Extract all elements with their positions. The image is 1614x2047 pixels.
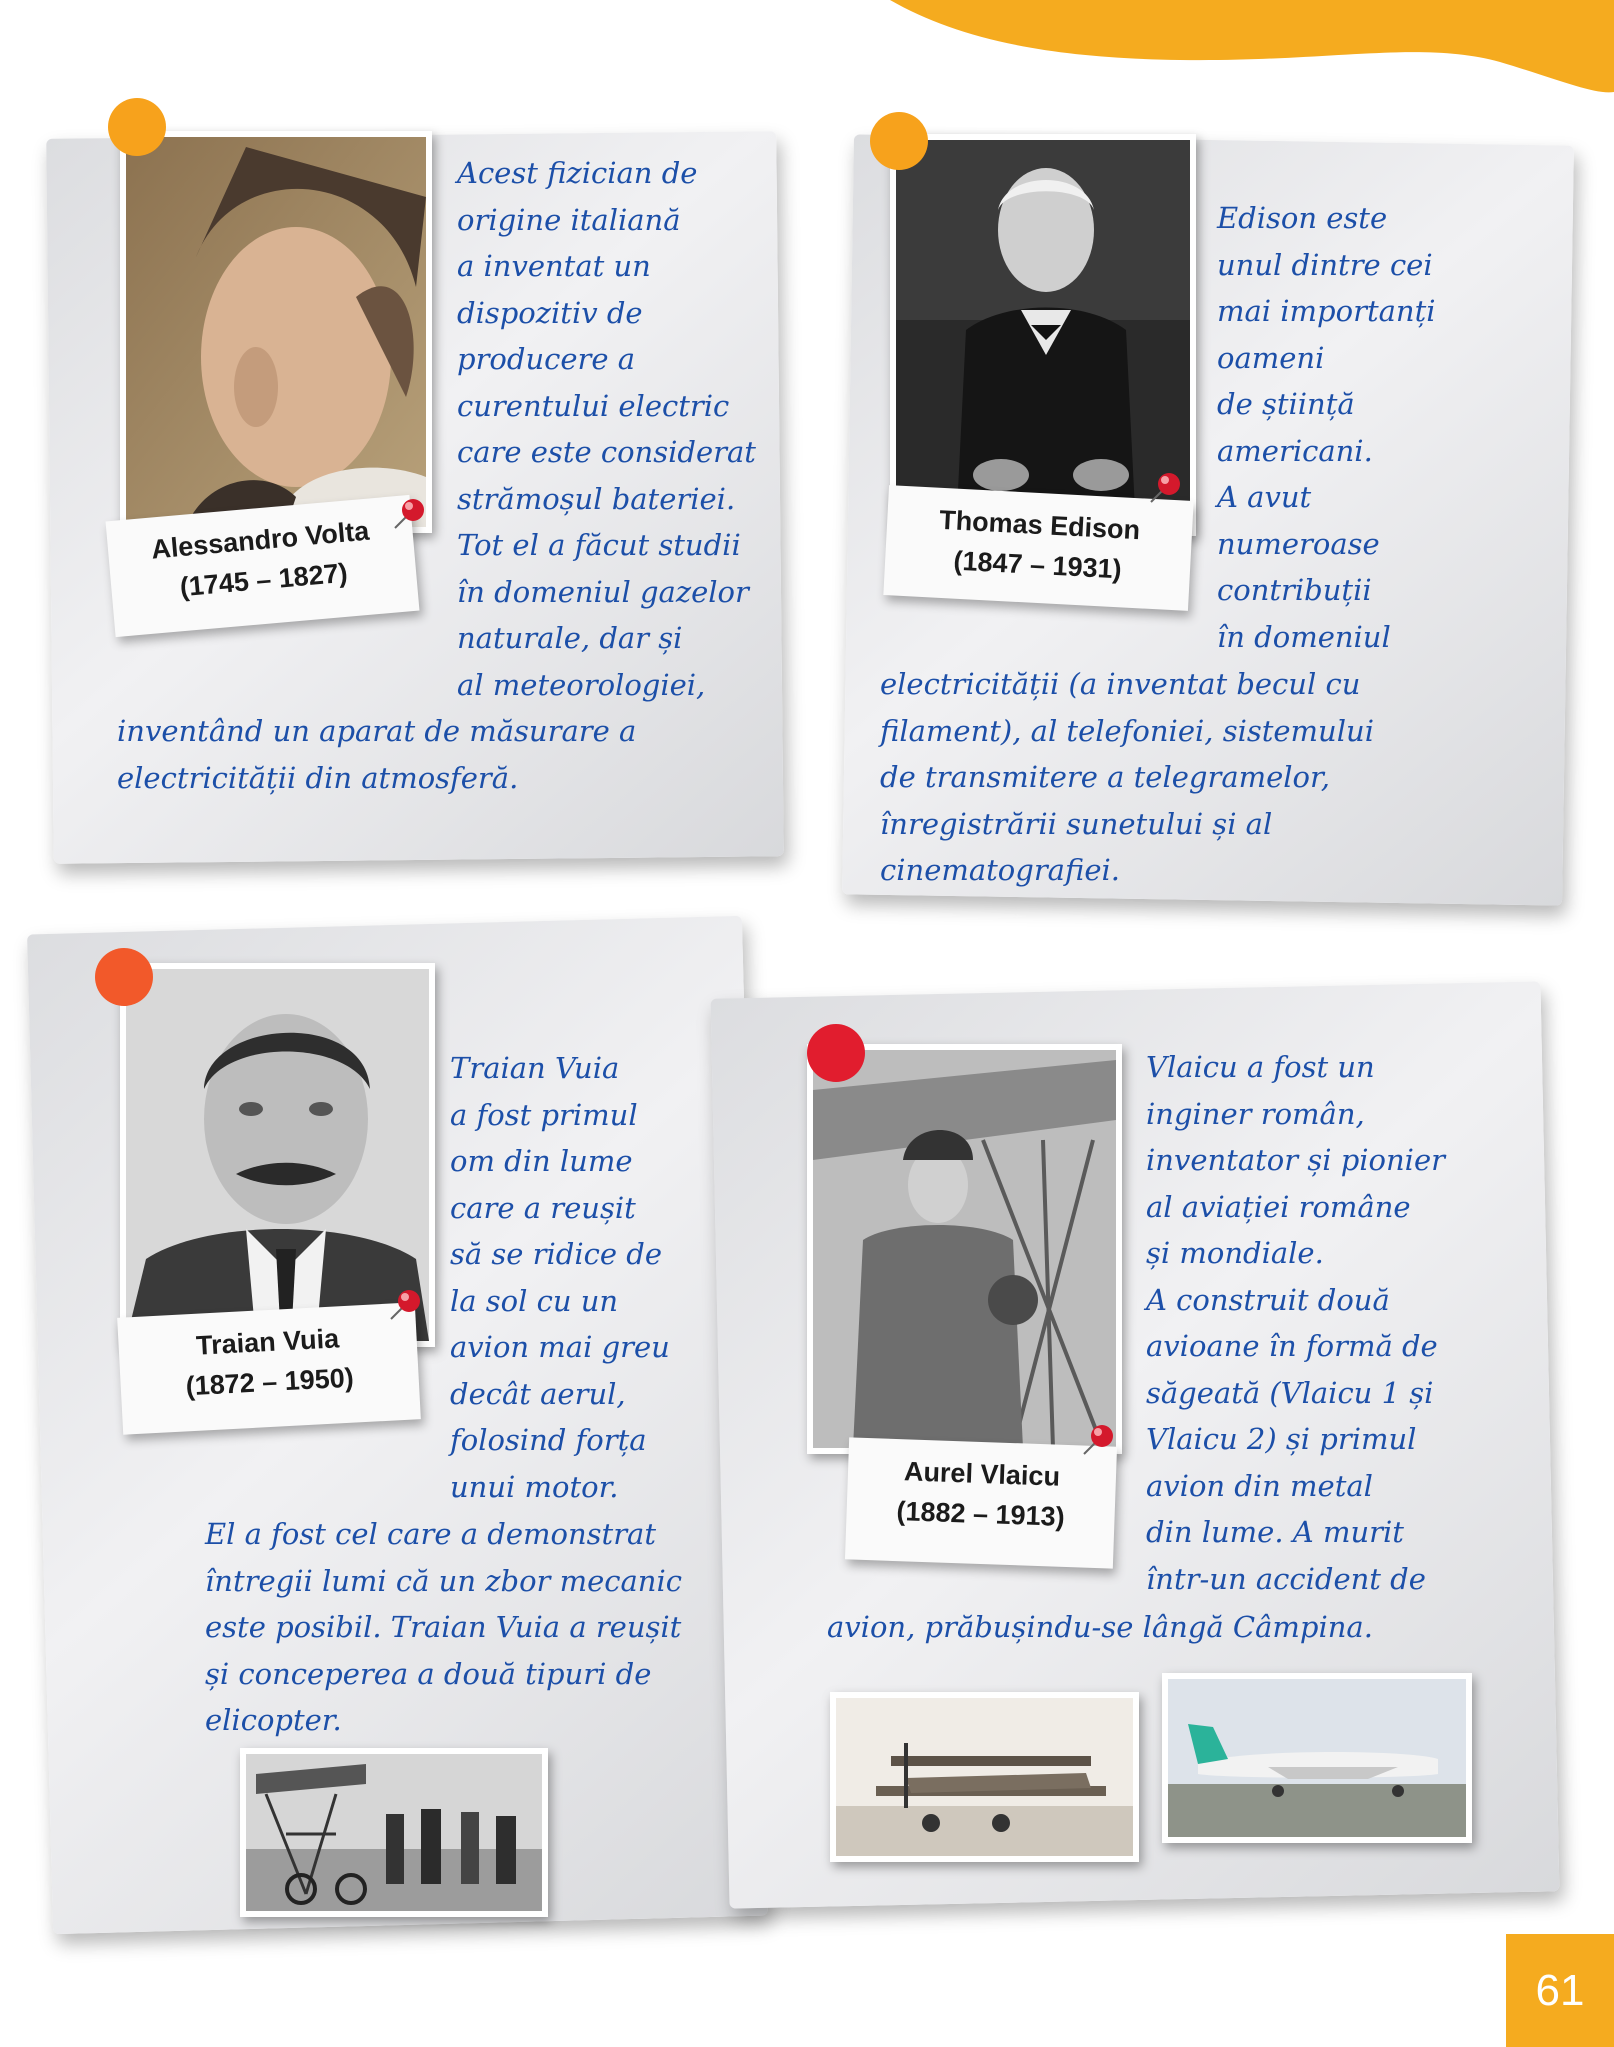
text-line: la sol cu un (450, 1283, 619, 1318)
text-line: folosind forța (450, 1423, 647, 1457)
text-line: numeroase (1217, 526, 1380, 561)
text-line: în domeniul (1217, 619, 1391, 654)
vlaicu-description-lower (827, 1604, 1373, 1651)
text-line: de transmitere a telegramelor, (880, 760, 1330, 794)
text-line: curentului electric (457, 388, 730, 423)
text-line: mai importanți (1217, 294, 1436, 328)
text-line: și conceperea a două tipuri de (205, 1656, 652, 1691)
text-line: El a fost cel care a demonstrat (205, 1517, 657, 1551)
volta-description-lower (117, 708, 636, 801)
push-pin-icon (389, 494, 429, 534)
text-line: producere a (457, 342, 636, 376)
biplane-photo (830, 1692, 1139, 1862)
text-line: și mondiale. (1146, 1236, 1324, 1270)
text-line: de știință (1217, 387, 1355, 421)
text-line: elicopter. (205, 1703, 342, 1737)
text-line: filament), al telefoniei, sistemului (880, 713, 1374, 748)
vlaicu-caption (845, 1437, 1117, 1568)
text-line: Vlaicu a fost un (1146, 1050, 1375, 1084)
text-line: decât aerul, (450, 1376, 626, 1411)
text-line: inventând un aparat de măsurare a (117, 714, 637, 748)
text-line: unul dintre cei (1217, 247, 1433, 282)
text-line: contribuții (1217, 573, 1372, 607)
edison-description-lower (880, 661, 1374, 894)
volta-name: Alessandro Volta (150, 515, 371, 565)
text-line: A construit două (1146, 1282, 1390, 1317)
red-dot (807, 1024, 865, 1082)
push-pin-icon (1145, 468, 1185, 508)
text-line: Tot el a făcut studii (457, 528, 741, 562)
text-line: al aviației române (1146, 1189, 1411, 1224)
text-line: avioane în formă de (1146, 1329, 1438, 1363)
text-line: înregistrării sunetului și al (880, 806, 1273, 841)
text-line: americani. (1217, 433, 1373, 468)
text-line: a fost primul (450, 1097, 638, 1132)
text-line: într-un accident de (1146, 1561, 1426, 1596)
text-line: origine italiană (457, 202, 681, 237)
text-line: unui motor. (450, 1469, 619, 1504)
orange-wave-decoration (0, 0, 1614, 140)
text-line: este posibil. Traian Vuia a reușit (205, 1610, 682, 1644)
text-line: care este considerat (457, 435, 756, 469)
text-line: electricității (a inventat becul cu (880, 667, 1361, 701)
text-line: din lume. A murit (1146, 1515, 1404, 1549)
volta-portrait (120, 131, 432, 533)
text-line: electricității din atmosferă. (117, 760, 519, 795)
text-line: avion, prăbușindu-se lângă Câmpina. (827, 1610, 1373, 1644)
vuia-years: (1872 – 1950) (184, 1362, 355, 1402)
orange-dot (870, 112, 928, 170)
vlaicu-description-upper (1146, 1044, 1445, 1602)
text-line: avion mai greu (450, 1330, 670, 1364)
orange-dot (108, 98, 166, 156)
text-line: inginer român, (1146, 1096, 1365, 1131)
text-line: săgeată (Vlaicu 1 și (1146, 1375, 1434, 1410)
vuia-aircraft-photo (240, 1748, 548, 1917)
edison-description-upper (1217, 195, 1436, 660)
text-line: avion din metal (1146, 1468, 1373, 1503)
text-line: Traian Vuia (450, 1051, 620, 1085)
text-line: naturale, dar și (457, 621, 683, 655)
text-line: inventator și pionier (1146, 1143, 1445, 1177)
vlaicu-name: Aurel Vlaicu (903, 1456, 1061, 1492)
metal-airplane-photo (1162, 1673, 1472, 1843)
vuia-description-upper (450, 1045, 670, 1510)
text-line: dispozitiv de (457, 295, 643, 330)
page-number: 61 (1506, 1934, 1614, 2047)
volta-years: (1745 – 1827) (178, 557, 349, 603)
push-pin-icon (385, 1285, 425, 1325)
vlaicu-years: (1882 – 1913) (896, 1496, 1066, 1532)
text-line: care a reușit (450, 1190, 636, 1225)
volta-description-upper (457, 150, 756, 708)
edison-years: (1847 – 1931) (952, 545, 1123, 585)
vuia-caption (117, 1302, 421, 1434)
text-line: Vlaicu 2) și primul (1146, 1422, 1417, 1456)
edison-name: Thomas Edison (938, 504, 1141, 546)
vlaicu-portrait (807, 1044, 1122, 1454)
text-line: să se ridice de (450, 1237, 662, 1271)
text-line: Acest fizician de (457, 156, 698, 190)
text-line: oameni (1217, 340, 1325, 375)
vuia-description-lower (205, 1511, 682, 1744)
text-line: a inventat un (457, 249, 651, 283)
text-line: cinematografiei. (880, 853, 1120, 887)
text-line: în domeniul gazelor (457, 574, 749, 609)
vuia-name: Traian Vuia (195, 1323, 340, 1361)
red-orange-dot (95, 948, 153, 1006)
text-line: strămoșul bateriei. (457, 481, 736, 516)
text-line: al meteorologiei, (457, 667, 706, 702)
text-line: întregii lumi că un zbor mecanic (205, 1563, 682, 1598)
text-line: Edison este (1217, 201, 1388, 235)
text-line: A avut (1217, 480, 1312, 514)
text-line: om din lume (450, 1144, 633, 1178)
push-pin-icon (1078, 1420, 1118, 1460)
